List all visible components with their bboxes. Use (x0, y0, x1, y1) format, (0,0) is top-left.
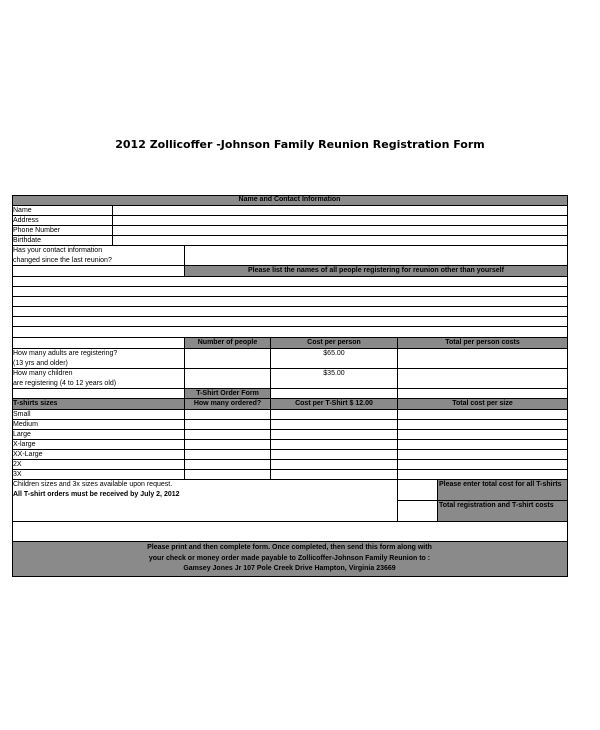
grid-line (12, 245, 568, 246)
grid-line (12, 419, 568, 420)
grid-line (12, 326, 568, 327)
sizes-note: Children sizes and 3x sizes available upon request. (13, 481, 173, 488)
grid-line (12, 388, 568, 389)
grid-line (270, 337, 271, 480)
children-cost: $35.00 (323, 370, 345, 377)
grid-line (184, 337, 185, 480)
footer-line-3: Gamsey Jones Jr 107 Pole Creek Drive Hampton, Virginia 23669 (12, 564, 567, 576)
tshirt-form-header: T-Shirt Order Form (185, 389, 270, 398)
grid-line (437, 479, 438, 522)
tshirt-total-input[interactable] (398, 480, 437, 500)
people-section-header: Please list the names of all people registering for reunion other than yourself (185, 266, 567, 276)
col-tshirt-sizes: T-shirts sizes (12, 399, 184, 409)
children-label-2: are registering (4 to 12 years old) (13, 380, 117, 387)
grid-line (12, 276, 568, 277)
grid-line (12, 296, 568, 297)
grid-line (12, 286, 568, 287)
grid-line (12, 541, 568, 542)
total-registration-label: Total registration and T-shirt costs (438, 501, 567, 521)
grid-line (567, 195, 568, 577)
address-input[interactable] (113, 216, 567, 225)
address-label: Address (13, 217, 39, 224)
size-label-medium: Medium (13, 421, 38, 428)
grid-line (397, 398, 398, 522)
grid-line (12, 459, 568, 460)
grid-line (398, 500, 568, 501)
grid-line (12, 576, 568, 577)
contact-changed-label-2: changed since the last reunion? (13, 257, 112, 264)
grid-line (184, 245, 185, 277)
grid-line (12, 348, 568, 349)
person-row[interactable] (12, 297, 567, 306)
footer-line-1: Please print and then complete form. Once completed, then send this form along with (12, 542, 567, 553)
person-row[interactable] (12, 317, 567, 326)
col-total-cost-per-size: Total cost per size (398, 399, 567, 409)
col-cost-per-tshirt: Cost per T-Shirt $ 12.00 (271, 399, 397, 409)
grid-line (12, 449, 568, 450)
col-cost-per-person: Cost per person (271, 338, 397, 348)
name-label: Name (13, 207, 32, 214)
person-row[interactable] (12, 307, 567, 316)
adults-cost: $65.00 (323, 350, 345, 357)
grid-line (12, 235, 568, 236)
size-label-2x: 2X (13, 461, 22, 468)
size-label-small: Small (13, 411, 31, 418)
contact-changed-input[interactable] (185, 246, 567, 265)
grid-line (12, 479, 568, 480)
children-count-input[interactable] (185, 369, 270, 388)
children-label-1: How many children (13, 370, 73, 377)
grid-line (12, 265, 568, 266)
grid-line (112, 205, 113, 246)
grid-line (12, 316, 568, 317)
adults-total-input[interactable] (398, 349, 567, 368)
deadline-note: All T-shirt orders must be received by July 2, 2012 (13, 491, 180, 498)
size-label-3x: 3X (13, 471, 22, 478)
grid-line (12, 469, 568, 470)
birthdate-label: Birthdate (13, 237, 42, 244)
grid-line (12, 195, 568, 196)
phone-input[interactable] (113, 226, 567, 235)
children-total-input[interactable] (398, 369, 567, 388)
grid-line (12, 429, 568, 430)
grid-line (12, 215, 568, 216)
grid-line (12, 439, 568, 440)
col-how-many-ordered: How many ordered? (185, 399, 270, 409)
grid-line (12, 205, 568, 206)
birthdate-input[interactable] (113, 236, 567, 245)
contact-changed-label-1: Has your contact information (13, 247, 103, 254)
registration-total-input[interactable] (398, 501, 437, 521)
grid-line (12, 337, 568, 338)
grid-line (12, 398, 568, 399)
form-title: 2012 Zollicoffer -Johnson Family Reunion Registration Form (115, 138, 485, 151)
person-row[interactable] (12, 327, 567, 336)
name-input[interactable] (113, 206, 567, 215)
grid-line (12, 368, 568, 369)
adults-label-2: (13 yrs and older) (13, 360, 68, 367)
phone-label: Phone Number (13, 227, 61, 234)
adults-count-input[interactable] (185, 349, 270, 368)
grid-line (397, 337, 398, 399)
size-label-large: Large (13, 431, 31, 438)
grid-line (12, 409, 568, 410)
contact-section-header: Name and Contact Information (12, 195, 567, 205)
grid-line (12, 195, 13, 577)
size-label-x-large: X-large (13, 441, 36, 448)
col-number-of-people: Number of people (185, 338, 270, 348)
enter-total-tshirts-label: Please enter total cost for all T-shirts (438, 480, 567, 500)
col-total-per-person: Total per person costs (398, 338, 567, 348)
footer-line-2: your check or money order made payable to Zollicoffer-Johnson Family Reunion to : (12, 553, 567, 564)
person-row[interactable] (12, 287, 567, 296)
grid-line (12, 225, 568, 226)
person-row[interactable] (12, 277, 567, 286)
grid-line (12, 306, 568, 307)
grid-line (12, 521, 568, 522)
size-label-xx-large: XX-Large (13, 451, 43, 458)
adults-label-1: How many adults are registering? (13, 350, 118, 357)
